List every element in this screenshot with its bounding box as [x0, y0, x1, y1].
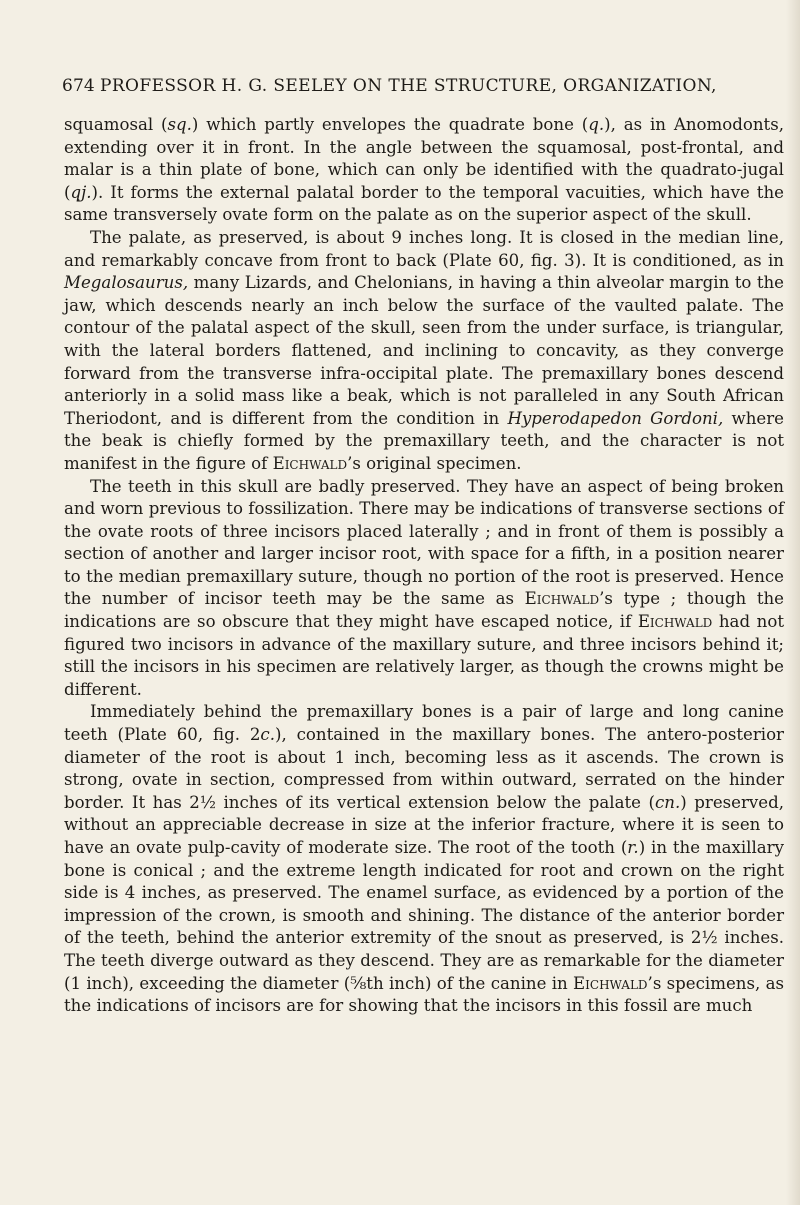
running-title: PROFESSOR H. G. SEELEY ON THE STRUCTURE, ORGANIZATION, [100, 76, 717, 96]
paragraph-2: The palate, as preserved, is about 9 inches long. It is closed in the median line, and remarkably concave from front to back (Plate 60, fig. 3). It is conditioned, as in Megalosaurus, many Lizards, and Chelonians, in having a thin alveolar margin to the jaw, which descends nearly an inch below the surface of the vaulted palate. The contour of the palatal aspect of the skull, seen from the under surface, is triangular, with the lateral borders flattened, and inclining to concavity, as they converge forward from the transverse infra-occipital plate. The premaxillary bones descend anteriorly in a solid mass like a beak, which is not paralleled in any South African Theriodont, and is different from the condition in Hyperodapedon Gordoni, where the beak is chiefly formed by the premaxillary teeth, and the character is not manifest in the figure of Eichwald’s original specimen. [64, 227, 784, 473]
page-edge-shadow [786, 0, 800, 1205]
paragraph-3: The teeth in this skull are badly preserved. They have an aspect of being broken and worn previous to fossilization. There may be indications of transverse sections of the ovate roots of three incisors placed laterally ; and in front of them is possibly a section of another and larger incisor root, with space for a fifth, in a position nearer to the median premaxillary suture, though no portion of the root is preserved. Hence the number of incisor teeth may be the same as Eichwald’s type ; though the indications are so obscure that they might have escaped notice, if Eichwald had not figured two incisors in advance of the maxillary suture, and three incisors behind it; still the incisors in his specimen are relatively larger, as though the crowns might be different. [64, 476, 785, 699]
body-text [64, 114, 784, 1018]
paragraph-1: squamosal (sq.) which partly envelopes the quadrate bone (q.), as in Anomodonts, extending over it in front. In the angle between the squamosal, post-frontal, and malar is a thin plate of bone, which can only be identified with the quadrato-jugal (qj.). It forms the external palatal border to the temporal vacuities, which have the same transversely ovate form on the palate as on the superior aspect of the skull. [64, 115, 784, 225]
page-number: 674 [62, 76, 95, 96]
page-header [62, 74, 782, 98]
paragraph-4: Immediately behind the premaxillary bones is a pair of large and long canine teeth (Plate 60, fig. 2c.), contained in the maxillary bones. The antero-posterior diameter of the root is about 1 inch, becoming less as it ascends. The crown is strong, ovate in section, compressed from within outward, serrated on the hinder border. It has 2½ inches of its vertical extension below the palate (cn.) preserved, without an appreciable decrease in size at the inferior fracture, where it is seen to have an ovate pulp-cavity of moderate size. The root of the tooth (r.) in the maxillary bone is conical ; and the extreme length indicated for root and crown on the right side is 4 inches, as preserved. The enamel surface, as evidenced by a portion of the impression of the crown, is smooth and shining. The distance of the anterior border of the teeth, behind the anterior extremity of the snout as preserved, is 2½ inches. The teeth diverge outward as they descend. They are as remarkable for the diameter (1 inch), exceeding the diameter (⅝th inch) of the canine in Eichwald’s specimens, as the indications of incisors are for showing that the incisors in this fossil are much [64, 702, 784, 1016]
